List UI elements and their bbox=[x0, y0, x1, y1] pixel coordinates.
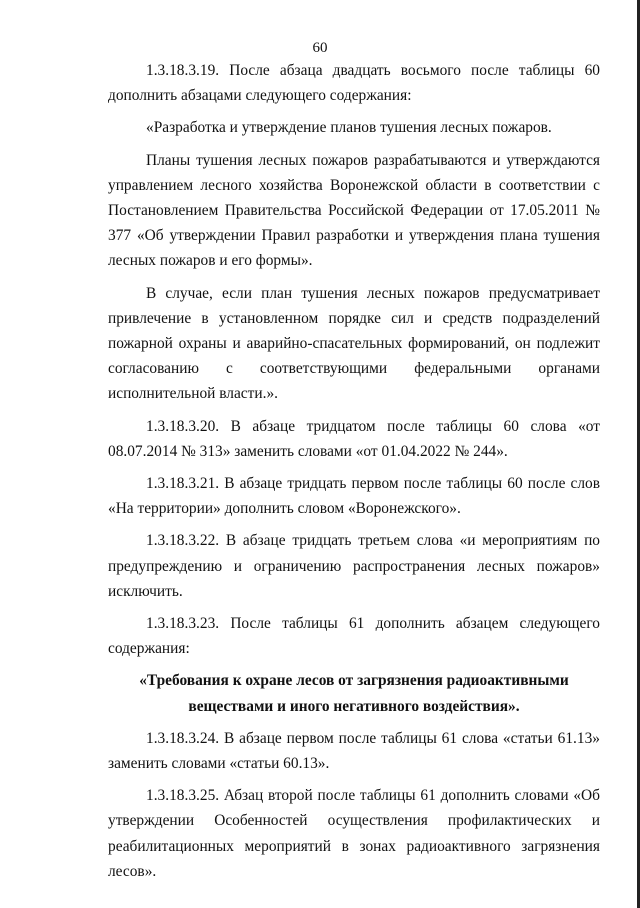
paragraph-plans-coordination: В случае, если план тушения лесных пожаров предусматривает привлечение в установленном порядке сил и средств подразделений пожарной охраны и аварийно-спасательных формирований, он подлежит согласованию с соответствующими федеральными органами исполнительной власти.». bbox=[108, 284, 600, 403]
paragraph-1-3-18-3-24: 1.3.18.3.24. В абзаце первом после таблицы 61 слова «статьи 61.13» заменить словами «статьи 60.13». bbox=[108, 729, 600, 773]
document-body bbox=[108, 58, 600, 891]
paragraph-1-3-18-3-20: 1.3.18.3.20. В абзаце тридцатом после таблицы 60 слова «от 08.07.2014 № 313» заменить словами «от 01.04.2022 № 244». bbox=[108, 417, 600, 460]
section-heading: «Требования к охране лесов от загрязнения радиоактивными веществами и иного негативного воздействия». bbox=[139, 672, 569, 715]
page-number: 60 bbox=[312, 40, 328, 56]
paragraph-1-3-18-3-22: 1.3.18.3.22. В абзаце тридцать третьем слова «и мероприятиям по предупреждению и ограничению распространения лесных пожаров» исключить. bbox=[108, 532, 600, 600]
paragraph-1-3-18-3-19: 1.3.18.3.19. После абзаца двадцать восьмого после таблицы 60 дополнить абзацами следующего содержания: bbox=[108, 62, 600, 105]
paragraph-1-3-18-3-23: 1.3.18.3.23. После таблицы 61 дополнить абзацем следующего содержания: bbox=[108, 615, 600, 658]
paragraph-1-3-18-3-25: 1.3.18.3.25. Абзац второй после таблицы 61 дополнить словами «Об утверждении Особенностей осуществления профилактических и реабилитационных мероприятий в зонах радиоактивного загрязнения лесов». bbox=[108, 787, 600, 880]
paragraph-plans-development: Планы тушения лесных пожаров разрабатываются и утверждаются управлением лесного хозяйства Воронежской области в соответствии с Постановлением Правительства Российской Федерации от 17.05.2011 № 377 «Об утверждении Правил разработки и утверждения плана тушения лесных пожаров и его формы». bbox=[108, 151, 600, 270]
paragraph-quote-plans: «Разработка и утверждение планов тушения лесных пожаров. bbox=[146, 119, 552, 137]
paragraph-1-3-18-3-21: 1.3.18.3.21. В абзаце тридцать первом после таблицы 60 после слов «На территории» дополнить словом «Воронежского». bbox=[108, 475, 600, 518]
